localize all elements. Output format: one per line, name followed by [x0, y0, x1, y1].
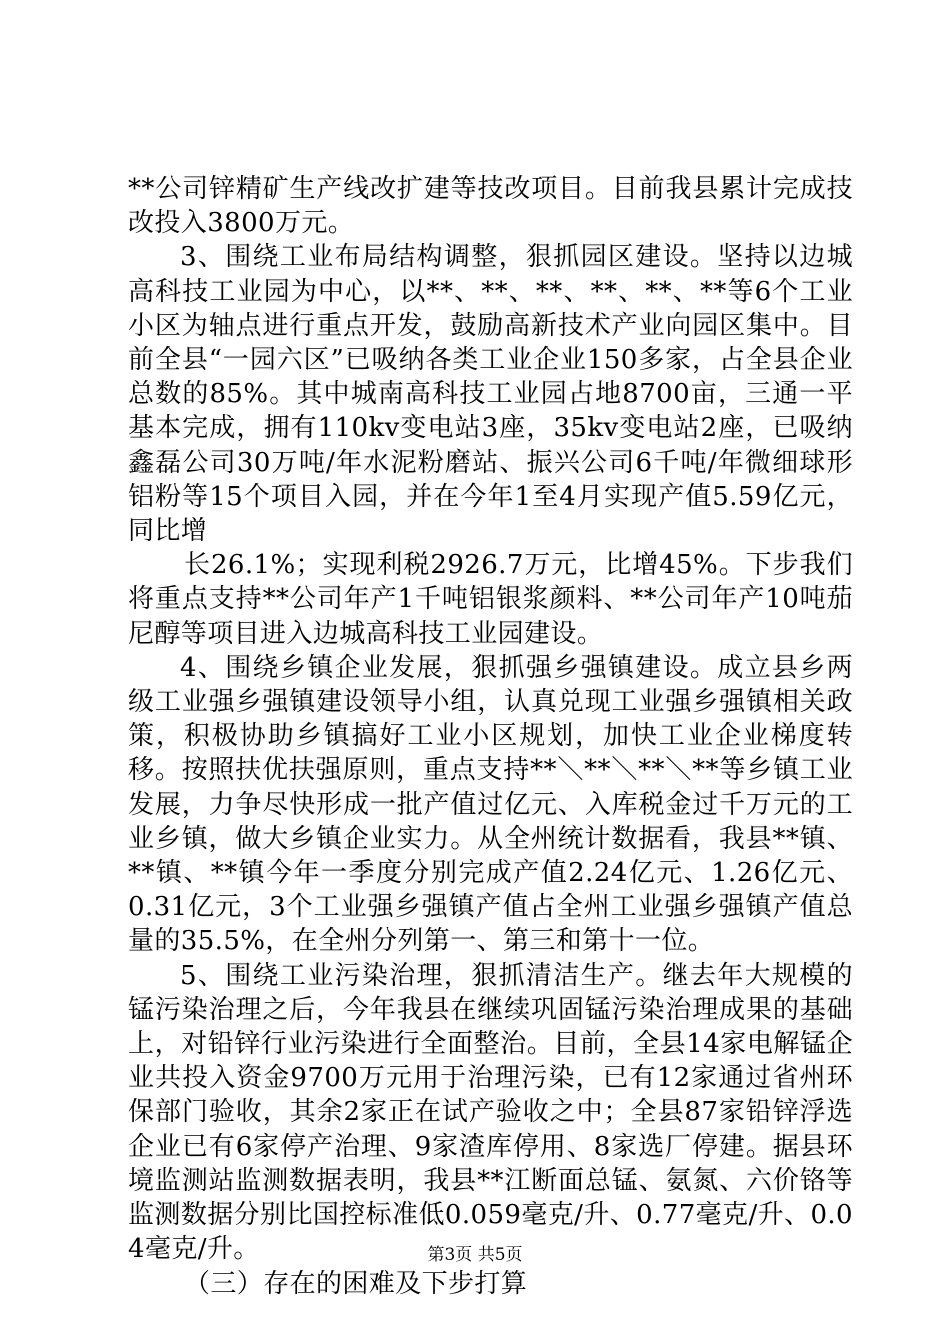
paragraph-continuation: **公司锌精矿生产线改扩建等技改项目。目前我县累计完成技改投入3800万元。: [128, 174, 853, 239]
paragraph-industrial-park: 3、围绕工业布局结构调整，狠抓园区建设。坚持以边城高科技工业园为中心，以**、**、**、**、**、**等6个工业小区为轴点进行重点开发，鼓励高新技术产业向园区集中。目前全县“一园六区”已吸纳各类工业企业150多家，占全县企业总数的85%。其中城南高科技工业园占地8700亩，三通一平基本完成，拥有110kv变电站3座，35kv变电站2座，已吸纳鑫磊公司30万吨/年水泥粉磨站、振兴公司6千吨/年微细球形铝粉等15个项目入园，并在今年1至4月实现产值5.59亿元，同比增: [128, 242, 853, 547]
page-footer: 第3页 共5页: [427, 1245, 523, 1265]
document-body: [128, 172, 853, 1301]
paragraph-growth-continuation: 长26.1%；实现利税2926.7万元，比增45%。下步我们将重点支持**公司年产1千吨铝银浆颜料、**公司年产10吨茄尼醇等项目进入边城高科技工业园建设。: [128, 550, 853, 649]
paragraph-pollution-control: 5、围绕工业污染治理，狠抓清洁生产。继去年大规模的锰污染治理之后，今年我县在继续巩固锰污染治理成果的基础上，对铅锌行业污染进行全面整治。目前，全县14家电解锰企业共投入资金9700万元用于治理污染，已有12家通过省州环保部门验收，其余2家正在试产验收之中；全县87家铅锌浮选企业已有6家停产治理、9家渣库停用、8家选厂停建。据县环境监测站监测数据表明，我县**江断面总锰、氨氮、六价铬等监测数据分别比国控标准低0.059毫克/升、0.77毫克/升、0.04毫克/升。: [128, 960, 853, 1265]
section-heading: （三）存在的困难及下步打算: [184, 1268, 528, 1299]
paragraph-township-enterprise: 4、围绕乡镇企业发展，狠抓强乡强镇建设。成立县乡两级工业强乡强镇建设领导小组，认真兑现工业强乡强镇相关政策，积极协助乡镇搞好工业小区规划，加快工业企业梯度转移。按照扶优扶强原则，重点支持**＼**＼**＼**等乡镇工业发展，力争尽快形成一批产值过亿元、入库税金过千万元的工业乡镇，做大乡镇企业实力。从全州统计数据看，我县**镇、**镇、**镇今年一季度分别完成产值2.24亿元、1.26亿元、0.31亿元，3个工业强乡强镇产值占全州工业强乡强镇产值总量的35.5%，在全州分列第一、第三和第十一位。: [128, 652, 853, 957]
